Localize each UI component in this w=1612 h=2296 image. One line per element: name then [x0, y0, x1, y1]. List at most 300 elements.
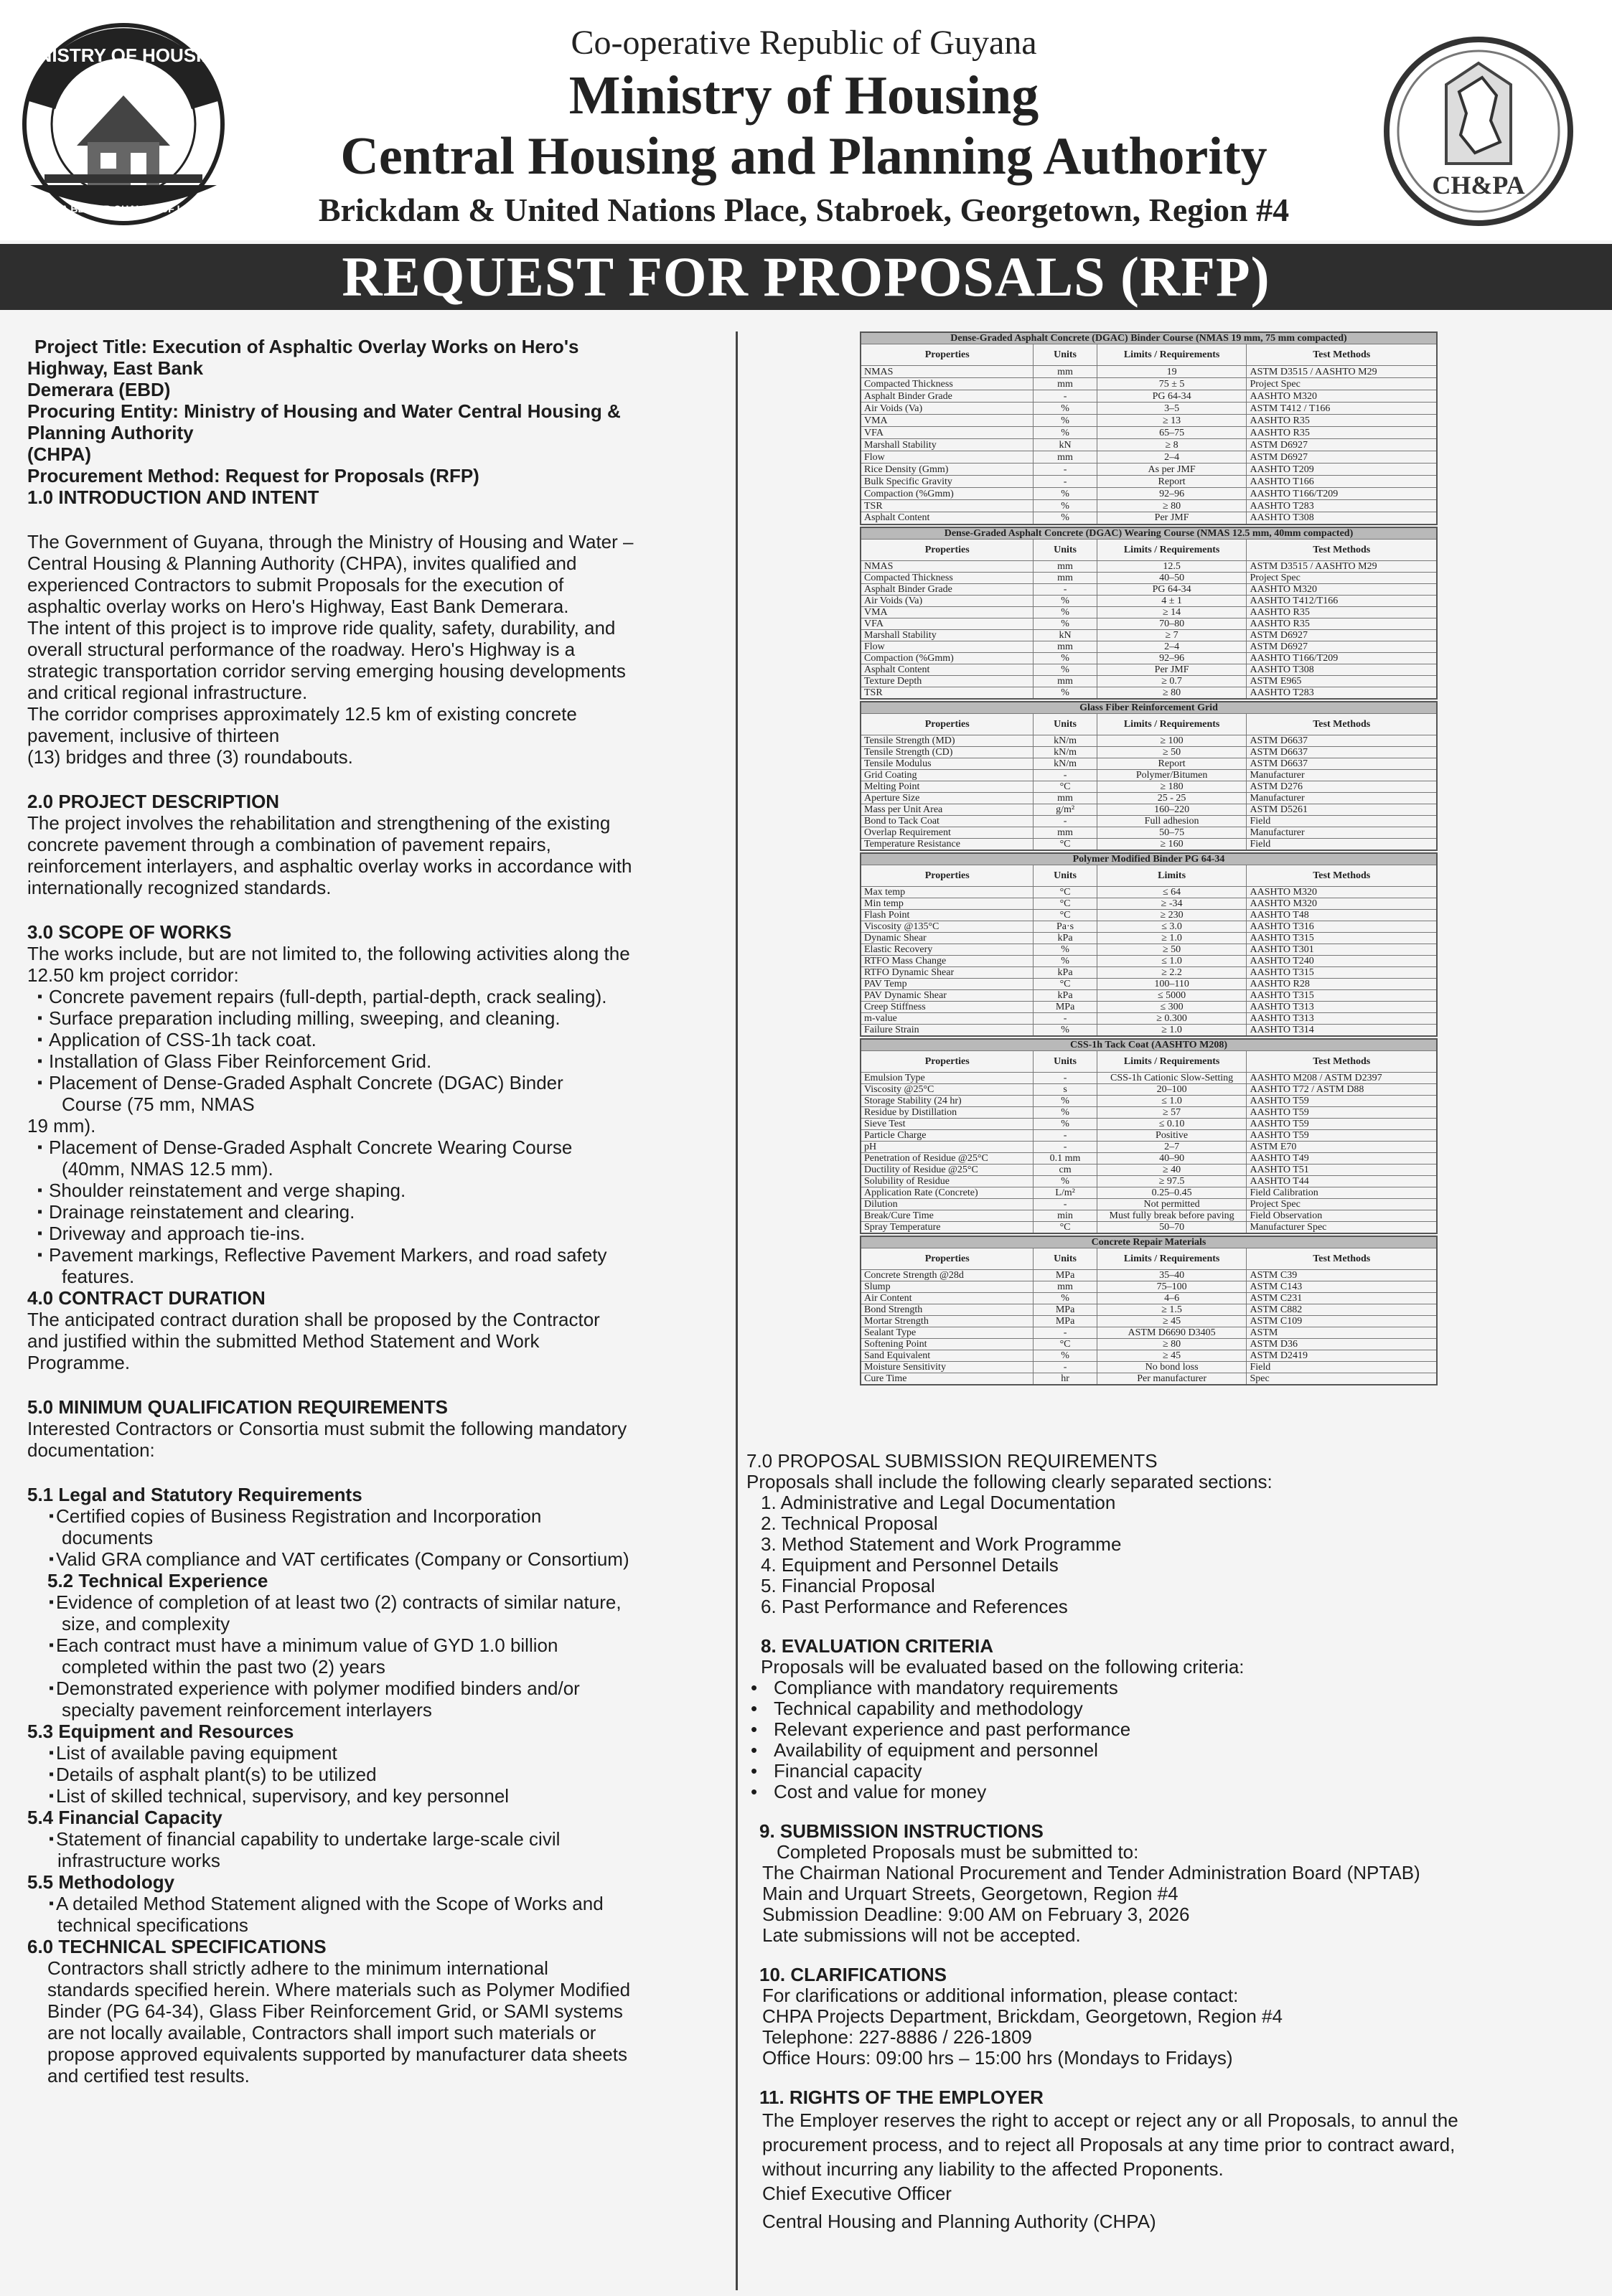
spec-table-row [861, 366, 1437, 378]
spec-table-row [861, 781, 1437, 792]
spec-table-cell: 2–7 [1097, 1141, 1247, 1152]
right-column [746, 1451, 1601, 2237]
spec-table-header: Units [1034, 539, 1097, 560]
scope-item: ▪ Concrete pavement repairs (full-depth, partial-depth, crack sealing). [27, 986, 727, 1007]
spec-table-cell: ASTM C39 [1247, 1269, 1437, 1281]
submission-section-item: 5. Financial Proposal [761, 1575, 935, 1596]
experience-item-cont: specialty pavement reinforcement interlayers [62, 1699, 432, 1721]
spec-table-cell: AASHTO T412/T166 [1247, 595, 1437, 606]
s9-line: The Chairman National Procurement and Tender Administration Board (NPTAB) [762, 1862, 1420, 1883]
experience-item: ▪ Each contract must have a minimum value of GYD 1.0 billion [27, 1634, 727, 1656]
spec-table-cell: Project Spec [1247, 572, 1437, 583]
spec-table-header: Test Methods [1247, 344, 1437, 366]
spec-table-cell: 160–220 [1097, 804, 1247, 815]
spec-table-cell: AASHTO R35 [1247, 415, 1437, 427]
spec-table-cell: ASTM D6927 [1247, 451, 1437, 464]
spec-table-cell: ASTM D3515 / AASHTO M29 [1247, 560, 1437, 572]
spec-table-header: Limits [1097, 865, 1247, 886]
s6-line: and certified test results. [47, 2065, 250, 2086]
procuring-entity: Procuring Entity: Ministry of Housing and Water Central Housing & [27, 400, 621, 422]
spec-table-cell: - [1034, 815, 1097, 827]
spec-table-row [861, 641, 1437, 652]
spec-table-cell: 4–6 [1097, 1292, 1247, 1304]
spec-table-row [861, 1024, 1437, 1036]
spec-table-cell: Per JMF [1097, 512, 1247, 524]
spec-table-header: Test Methods [1247, 539, 1437, 560]
spec-table-cell: Asphalt Content [861, 664, 1034, 675]
spec-table-row [861, 804, 1437, 815]
spec-table-row [861, 909, 1437, 921]
spec-table-row [861, 595, 1437, 606]
spec-table-row [861, 1187, 1437, 1198]
s11-line: without incurring any liability to the affected Proponents. [762, 2158, 1224, 2180]
spec-table-cell: AASHTO M320 [1247, 886, 1437, 898]
spec-table-cell: ≥ 0.300 [1097, 1012, 1247, 1024]
spec-table-cell: ≥ 80 [1097, 687, 1247, 699]
spec-table-cell: mm [1034, 792, 1097, 804]
spec-table-cell: VMA [861, 606, 1034, 618]
spec-table-cell: ASTM [1247, 1327, 1437, 1338]
spec-table-title: Concrete Repair Materials [861, 1236, 1437, 1248]
spec-table-cell: Per manufacturer [1097, 1373, 1247, 1385]
spec-table-cell: % [1034, 618, 1097, 629]
spec-table-cell: AASHTO T315 [1247, 966, 1437, 978]
svg-text:CH&PA: CH&PA [1432, 171, 1525, 199]
scope-item: ▪ Pavement markings, Reflective Pavement Markers, and road safety [27, 1244, 727, 1266]
methodology-item-cont: technical specifications [57, 1914, 248, 1936]
spec-table-cell: Field [1247, 815, 1437, 827]
spec-table-cell: % [1034, 1106, 1097, 1118]
spec-table-cell: AASHTO M320 [1247, 583, 1437, 595]
spec-table-cell: kN/m [1034, 746, 1097, 758]
spec-table-cell: 100–110 [1097, 978, 1247, 989]
spec-table-row [861, 746, 1437, 758]
spec-table-cell: AASHTO M320 [1247, 390, 1437, 403]
spec-table-cell: Bulk Specific Gravity [861, 476, 1034, 488]
s6-line: standards specified herein. Where materials such as Polymer Modified [47, 1979, 631, 2000]
spec-table-cell: Flash Point [861, 909, 1034, 921]
spec-table-cell: % [1034, 944, 1097, 955]
spec-table-cell: °C [1034, 898, 1097, 909]
spec-table-cell: AASHTO T315 [1247, 932, 1437, 944]
spec-table-cell: ASTM C143 [1247, 1281, 1437, 1292]
s2-line: reinforcement interlayers, and asphaltic overlay works in accordance with [27, 855, 632, 877]
spec-table-cell: % [1034, 1175, 1097, 1187]
spec-table-cell: cm [1034, 1164, 1097, 1175]
spec-table-row [861, 1164, 1437, 1175]
spec-table-row [861, 606, 1437, 618]
spec-table-cell: 40–90 [1097, 1152, 1247, 1164]
spec-table-cell: °C [1034, 886, 1097, 898]
spec-table-cell: AASHTO M320 [1247, 898, 1437, 909]
spec-table-row [861, 1152, 1437, 1164]
spec-table-header: Limits / Requirements [1097, 539, 1247, 560]
spec-table-cell: Manufacturer [1247, 827, 1437, 838]
experience-item-cont: completed within the past two (2) years [62, 1656, 385, 1678]
spec-table-cell: ASTM D6927 [1247, 629, 1437, 641]
spec-table-cell: PG 64-34 [1097, 583, 1247, 595]
spec-table-header: Properties [861, 865, 1034, 886]
spec-table-cell: Field [1247, 838, 1437, 850]
project-title-line2: Highway, East Bank [27, 357, 204, 379]
legal-item: ▪ Certified copies of Business Registration and Incorporation [27, 1505, 727, 1527]
spec-table-cell: VFA [861, 427, 1034, 439]
spec-table-cell: 0.1 mm [1034, 1152, 1097, 1164]
spec-table-cell: AASHTO T308 [1247, 512, 1437, 524]
spec-table-row [861, 1361, 1437, 1373]
spec-table-cell: Manufacturer Spec [1247, 1221, 1437, 1233]
spec-table-row [861, 439, 1437, 451]
spec-table-cell: ASTM D6637 [1247, 735, 1437, 746]
spec-table-header: Units [1034, 344, 1097, 366]
scope-item: ▪ Shoulder reinstatement and verge shaping. [27, 1180, 727, 1201]
spec-table-cell: AASHTO T59 [1247, 1118, 1437, 1129]
spec-table-cell: mm [1034, 378, 1097, 390]
spec-table-cell: ASTM C231 [1247, 1292, 1437, 1304]
spec-table-cell: 70–80 [1097, 618, 1247, 629]
spec-table-cell: Asphalt Binder Grade [861, 390, 1034, 403]
spec-table-cell: 3–5 [1097, 403, 1247, 415]
spec-table-cell: Texture Depth [861, 675, 1034, 687]
section-5-2-heading: 5.2 Technical Experience [47, 1570, 268, 1591]
spec-table-cell: mm [1034, 827, 1097, 838]
spec-table [860, 852, 1438, 1037]
spec-table-cell: ≥ 1.0 [1097, 1024, 1247, 1036]
spec-table-cell: AASHTO T314 [1247, 1024, 1437, 1036]
spec-table-cell: ≥ 1.0 [1097, 932, 1247, 944]
spec-table-cell: ASTM D3515 / AASHTO M29 [1247, 366, 1437, 378]
spec-table-cell: ≥ 160 [1097, 838, 1247, 850]
spec-table-cell: PAV Dynamic Shear [861, 989, 1034, 1001]
spec-table-cell: % [1034, 606, 1097, 618]
spec-table-cell: ≥ 80 [1097, 1338, 1247, 1350]
spec-table-row [861, 1292, 1437, 1304]
spec-table-cell: mm [1034, 451, 1097, 464]
s2-line: concrete pavement through a combination of pavement repairs, [27, 834, 551, 855]
spec-table-row [861, 1210, 1437, 1221]
equipment-item: ▪ Details of asphalt plant(s) to be utilized [27, 1764, 727, 1785]
spec-table-cell: kN/m [1034, 735, 1097, 746]
spec-table-row [861, 476, 1437, 488]
spec-table-cell: AASHTO T316 [1247, 921, 1437, 932]
legal-item: ▪ Valid GRA compliance and VAT certificates (Company or Consortium) [27, 1548, 727, 1570]
spec-table-cell: Overlap Requirement [861, 827, 1034, 838]
s1-line: The corridor comprises approximately 12.5 km of existing concrete [27, 703, 577, 725]
spec-table-cell: - [1034, 1198, 1097, 1210]
spec-table-cell: Must fully break before paving [1097, 1210, 1247, 1221]
spec-table-cell: Compacted Thickness [861, 378, 1034, 390]
spec-table-row [861, 488, 1437, 500]
s1-line: asphaltic overlay works on Hero's Highway, East Bank Demerara. [27, 596, 569, 617]
spec-table-cell: ASTM D6927 [1247, 641, 1437, 652]
spec-table-cell: Flow [861, 641, 1034, 652]
spec-table-row [861, 1350, 1437, 1361]
spec-table-cell: ≤ 300 [1097, 1001, 1247, 1012]
spec-table-cell: AASHTO T315 [1247, 989, 1437, 1001]
spec-table-header: Properties [861, 713, 1034, 735]
spec-table-cell: ≤ 1.0 [1097, 1095, 1247, 1106]
spec-table-cell: - [1034, 1141, 1097, 1152]
spec-table-row [861, 1012, 1437, 1024]
spec-table-row [861, 886, 1437, 898]
project-title: Project Title: Execution of Asphaltic Overlay Works on Hero's [34, 336, 579, 357]
spec-table-cell: kPa [1034, 989, 1097, 1001]
spec-table-cell: Storage Stability (24 hr) [861, 1095, 1034, 1106]
s10-line: CHPA Projects Department, Brickdam, Georgetown, Region #4 [762, 2005, 1283, 2027]
spec-table-row [861, 687, 1437, 699]
spec-table-cell: AASHTO M208 / ASTM D2397 [1247, 1072, 1437, 1083]
spec-table-cell: Compaction (%Gmm) [861, 488, 1034, 500]
country-name: Co-operative Republic of Guyana [571, 24, 1037, 62]
criteria-item: • Cost and value for money [746, 1782, 1601, 1802]
spec-table-cell: - [1034, 769, 1097, 781]
spec-table-cell: PAV Temp [861, 978, 1034, 989]
spec-table-cell: - [1034, 1361, 1097, 1373]
spec-table-cell: % [1034, 427, 1097, 439]
spec-table-cell: MPa [1034, 1315, 1097, 1327]
spec-table-cell: mm [1034, 572, 1097, 583]
spec-table-cell: % [1034, 664, 1097, 675]
s9-line: Completed Proposals must be submitted to: [777, 1841, 1139, 1863]
spec-table-cell: Air Content [861, 1292, 1034, 1304]
spec-table-cell: 92–96 [1097, 652, 1247, 664]
s6-line: propose approved equivalents supported by manufacturer data sheets [47, 2043, 627, 2065]
spec-table-cell: Sand Equivalent [861, 1350, 1034, 1361]
spec-table-header: Test Methods [1247, 1248, 1437, 1269]
spec-table-cell: ASTM D5261 [1247, 804, 1437, 815]
spec-table-cell: m-value [861, 1012, 1034, 1024]
spec-table-row [861, 978, 1437, 989]
spec-table-cell: AASHTO T59 [1247, 1106, 1437, 1118]
signatory-organization: Central Housing and Planning Authority (CHPA) [762, 2211, 1156, 2232]
spec-table-cell: % [1034, 652, 1097, 664]
spec-table-cell: Mortar Strength [861, 1315, 1034, 1327]
spec-table-cell: Break/Cure Time [861, 1210, 1034, 1221]
spec-table-title: Glass Fiber Reinforcement Grid [861, 702, 1437, 714]
scope-item: ▪ Placement of Dense-Graded Asphalt Concrete Wearing Course [27, 1137, 727, 1158]
spec-table-cell: Spec [1247, 1373, 1437, 1385]
procuring-entity-line2: Planning Authority [27, 422, 194, 443]
criteria-item: • Relevant experience and past performance [746, 1719, 1601, 1740]
spec-table-cell: ≤ 64 [1097, 886, 1247, 898]
spec-table-row [861, 1221, 1437, 1233]
spec-table-cell: Marshall Stability [861, 439, 1034, 451]
s1-line: pavement, inclusive of thirteen [27, 725, 280, 746]
scope-item: ▪ Surface preparation including milling, sweeping, and cleaning. [27, 1007, 727, 1029]
s3-intro-line2: 12.50 km project corridor: [27, 964, 239, 986]
scope-item: ▪ Application of CSS-1h tack coat. [27, 1029, 727, 1050]
s1-line: The intent of this project is to improve ride quality, safety, durability, and [27, 617, 616, 639]
spec-table-cell: Sieve Test [861, 1118, 1034, 1129]
s5-line: documentation: [27, 1439, 155, 1461]
specification-tables [860, 331, 1438, 1387]
spec-table-cell: % [1034, 415, 1097, 427]
spec-table-row [861, 827, 1437, 838]
section-10-heading: 10. CLARIFICATIONS [759, 1964, 947, 1985]
spec-table-cell: Concrete Strength @28d [861, 1269, 1034, 1281]
spec-table-cell: AASHTO T59 [1247, 1129, 1437, 1141]
spec-table-cell: AASHTO T283 [1247, 687, 1437, 699]
spec-table-cell: % [1034, 500, 1097, 512]
spec-table-row [861, 1315, 1437, 1327]
spec-table-cell: Residue by Distillation [861, 1106, 1034, 1118]
s1-line: experienced Contractors to submit Proposals for the execution of [27, 574, 564, 596]
spec-table-cell: VMA [861, 415, 1034, 427]
spec-table-cell: TSR [861, 500, 1034, 512]
spec-table-cell: Moisture Sensitivity [861, 1361, 1034, 1373]
spec-table-row [861, 758, 1437, 769]
spec-table-row [861, 512, 1437, 524]
spec-table-cell: mm [1034, 366, 1097, 378]
experience-item-cont: size, and complexity [62, 1613, 230, 1634]
spec-table [860, 1236, 1438, 1385]
authority-address: Brickdam & United Nations Place, Stabroek, Georgetown, Region #4 [318, 192, 1290, 228]
signatory-title: Chief Executive Officer [762, 2183, 952, 2204]
s7-intro: Proposals shall include the following clearly separated sections: [746, 1471, 1273, 1492]
spec-table-cell: - [1034, 1129, 1097, 1141]
spec-table-cell: - [1034, 390, 1097, 403]
spec-table-row [861, 815, 1437, 827]
spec-table-cell: ≥ 80 [1097, 500, 1247, 512]
s1-line: The Government of Guyana, through the Ministry of Housing and Water – [27, 531, 634, 552]
spec-table-row [861, 652, 1437, 664]
section-5-1-heading: 5.1 Legal and Statutory Requirements [27, 1484, 362, 1505]
svg-text:PROVIDING A BETTER QUALITY OF: PROVIDING A BETTER QUALITY OF LIFE FOR ALL [1, 203, 245, 215]
spec-table-cell: ASTM D276 [1247, 781, 1437, 792]
spec-table-cell: Spray Temperature [861, 1221, 1034, 1233]
spec-table-cell: AASHTO T72 / ASTM D88 [1247, 1083, 1437, 1095]
spec-table-row [861, 560, 1437, 572]
spec-table-cell: kN/m [1034, 758, 1097, 769]
spec-table-cell: Tensile Modulus [861, 758, 1034, 769]
spec-table-row [861, 769, 1437, 781]
spec-table-row [861, 955, 1437, 966]
spec-table-cell: No bond loss [1097, 1361, 1247, 1373]
spec-table-row [861, 966, 1437, 978]
spec-table-cell: Dynamic Shear [861, 932, 1034, 944]
spec-table-cell: ≥ -34 [1097, 898, 1247, 909]
spec-table-cell: Flow [861, 451, 1034, 464]
spec-table-cell: AASHTO T166/T209 [1247, 652, 1437, 664]
spec-table-cell: Project Spec [1247, 378, 1437, 390]
spec-table-cell: Melting Point [861, 781, 1034, 792]
spec-table-cell: Tensile Strength (MD) [861, 735, 1034, 746]
spec-table-cell: % [1034, 687, 1097, 699]
left-column [27, 336, 727, 2086]
spec-table-cell: Report [1097, 476, 1247, 488]
spec-table-cell: Failure Strain [861, 1024, 1034, 1036]
spec-table-cell: mm [1034, 560, 1097, 572]
ministry-name: Ministry of Housing [568, 65, 1039, 126]
spec-table-cell: AASHTO R28 [1247, 978, 1437, 989]
section-7-heading: 7.0 PROPOSAL SUBMISSION REQUIREMENTS [746, 1450, 1158, 1472]
spec-table-cell: 40–50 [1097, 572, 1247, 583]
spec-table-cell: Positive [1097, 1129, 1247, 1141]
spec-table-cell: ≥ 57 [1097, 1106, 1247, 1118]
spec-table-header: Limits / Requirements [1097, 713, 1247, 735]
spec-table-cell: AASHTO T48 [1247, 909, 1437, 921]
spec-table-cell: 19 [1097, 366, 1247, 378]
spec-table-cell: Rice Density (Gmm) [861, 464, 1034, 476]
spec-table-cell: - [1034, 1012, 1097, 1024]
spec-table-cell: hr [1034, 1373, 1097, 1385]
spec-table-cell: ASTM E965 [1247, 675, 1437, 687]
criteria-item: • Financial capacity [746, 1761, 1601, 1782]
section-3-heading: 3.0 SCOPE OF WORKS [27, 921, 232, 943]
svg-text:MINISTRY OF HOUSING: MINISTRY OF HOUSING [17, 44, 230, 66]
s8-intro: Proposals will be evaluated based on the following criteria: [761, 1656, 1245, 1678]
letterhead-text [237, 22, 1371, 232]
spec-table-cell: Marshall Stability [861, 629, 1034, 641]
spec-table-cell: % [1034, 595, 1097, 606]
spec-table-cell: NMAS [861, 560, 1034, 572]
spec-table-cell: - [1034, 464, 1097, 476]
spec-table-row [861, 1269, 1437, 1281]
spec-table-cell: AASHTO T209 [1247, 464, 1437, 476]
submission-section-item: 4. Equipment and Personnel Details [761, 1554, 1059, 1576]
spec-table-cell: CSS-1h Cationic Slow-Setting [1097, 1072, 1247, 1083]
spec-table-cell: Air Voids (Va) [861, 403, 1034, 415]
spec-table-header: Limits / Requirements [1097, 1248, 1247, 1269]
spec-table-cell: Compaction (%Gmm) [861, 652, 1034, 664]
spec-table-cell: Aperture Size [861, 792, 1034, 804]
spec-table-cell: AASHTO R35 [1247, 618, 1437, 629]
spec-table-cell: AASHTO T301 [1247, 944, 1437, 955]
spec-table [860, 1038, 1438, 1234]
spec-table-cell: Emulsion Type [861, 1072, 1034, 1083]
spec-table-cell: - [1034, 1072, 1097, 1083]
spec-table-cell: ≥ 45 [1097, 1350, 1247, 1361]
spec-table-cell: Softening Point [861, 1338, 1034, 1350]
s4-line: and justified within the submitted Method Statement and Work [27, 1330, 540, 1352]
criteria-item: • Compliance with mandatory requirements [746, 1678, 1601, 1698]
spec-table-row [861, 583, 1437, 595]
spec-table-cell: s [1034, 1083, 1097, 1095]
s6-line: Binder (PG 64-34), Glass Fiber Reinforcement Grid, or SAMI systems [47, 2000, 623, 2022]
spec-table-row [861, 838, 1437, 850]
letterhead [0, 0, 1612, 240]
s1-line: (13) bridges and three (3) roundabouts. [27, 746, 353, 768]
spec-table-cell: % [1034, 955, 1097, 966]
spec-table-cell: °C [1034, 978, 1097, 989]
s1-line: overall structural performance of the roadway. Hero's Highway is a [27, 639, 576, 660]
spec-table-row [861, 415, 1437, 427]
spec-table-cell: ASTM D6927 [1247, 439, 1437, 451]
spec-table-cell: ≥ 8 [1097, 439, 1247, 451]
spec-table-cell: % [1034, 512, 1097, 524]
spec-table-cell: min [1034, 1210, 1097, 1221]
spec-table-cell: kN [1034, 629, 1097, 641]
spec-table-cell: Viscosity @135°C [861, 921, 1034, 932]
spec-table-cell: Manufacturer [1247, 792, 1437, 804]
spec-table-cell: kPa [1034, 932, 1097, 944]
spec-table-row [861, 572, 1437, 583]
spec-table-cell: 2–4 [1097, 641, 1247, 652]
spec-table-row [861, 735, 1437, 746]
submission-section-item: 3. Method Statement and Work Programme [761, 1533, 1122, 1555]
spec-table-cell: AASHTO T166 [1247, 476, 1437, 488]
s2-line: The project involves the rehabilitation and strengthening of the existing [27, 812, 611, 834]
spec-table-cell: % [1034, 1292, 1097, 1304]
spec-table-cell: AASHTO R35 [1247, 427, 1437, 439]
spec-table-cell: % [1034, 403, 1097, 415]
spec-table-cell: Bond to Tack Coat [861, 815, 1034, 827]
spec-table-cell: Viscosity @25°C [861, 1083, 1034, 1095]
s10-line: For clarifications or additional information, please contact: [762, 1985, 1239, 2006]
spec-table-cell: pH [861, 1141, 1034, 1152]
contact-telephone: Telephone: 227-8886 / 226-1809 [762, 2026, 1032, 2048]
spec-table-cell: 92–96 [1097, 488, 1247, 500]
